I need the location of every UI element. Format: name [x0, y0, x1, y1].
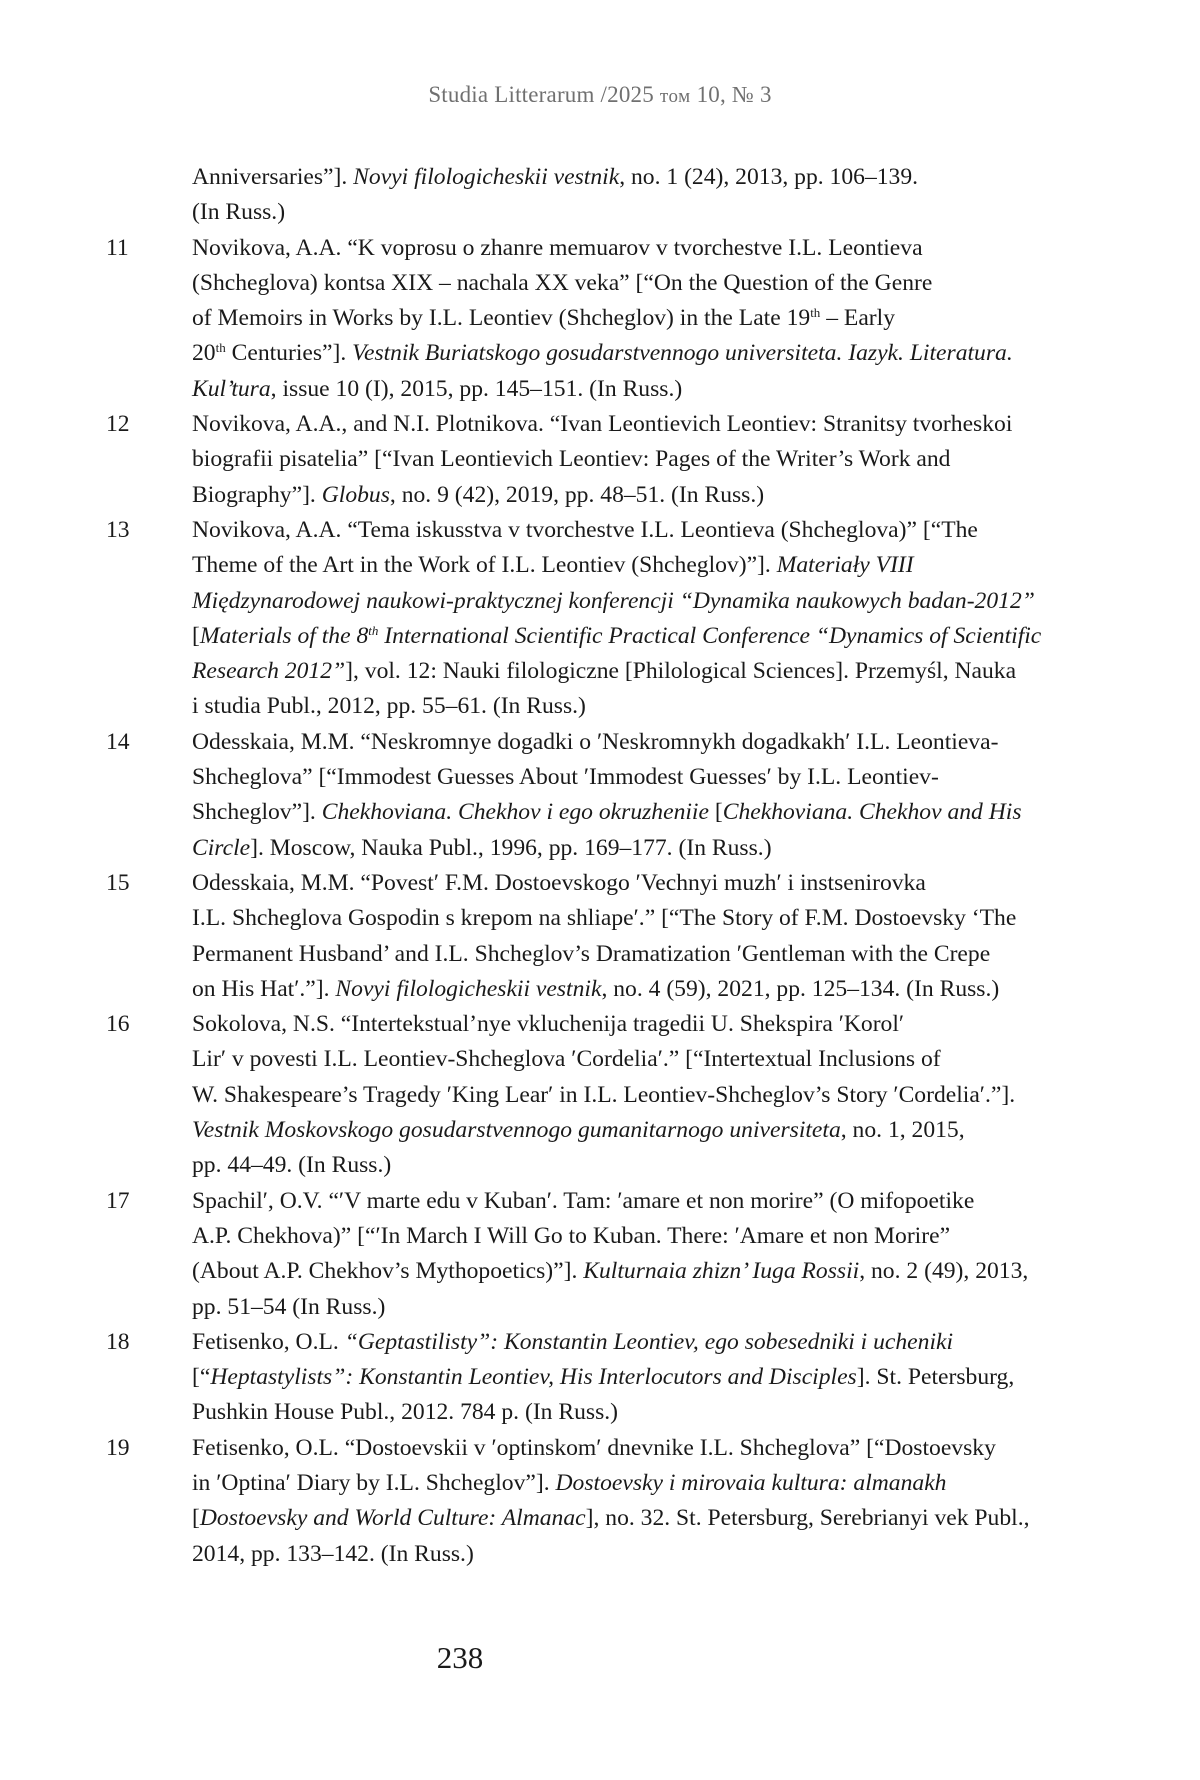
italic-title: Novyi filologicheskii vestnik: [353, 164, 620, 190]
reference-segment: , no. 4 (59), 2021, pp. 125–134. (In Russ.): [601, 975, 1000, 1002]
reference-number: 14: [106, 728, 130, 755]
volume-number: 10: [696, 82, 720, 107]
reference-segment: on His Hatʹ.”].: [192, 975, 336, 1002]
reference-segment: Centuries”].: [225, 340, 353, 367]
reference-segment: ], no. 32. St. Petersburg, Serebrianyi vek Publ.,: [585, 1505, 1030, 1532]
reference-segment: Pushkin House Publ., 2012. 784 p. (In Russ.): [192, 1399, 619, 1426]
superscript: th: [810, 305, 821, 321]
reference-segment: [“: [192, 1364, 211, 1391]
reference-number: 15: [106, 869, 130, 896]
reference-text: [192, 1007, 1066, 1183]
italic-title: Dostoevsky and World Culture: Almanac: [199, 1505, 586, 1532]
reference-text: [192, 725, 1066, 866]
journal-title: Studia Litterarum /2025: [428, 82, 654, 107]
reference-segment: I.L. Shcheglova Gospodin s krepom na shliapeʹ.” [“The Story of F.M. Dostoevsky ‘The: [192, 905, 1017, 932]
reference-segment: , no. 9 (42), 2019, pp. 48–51. (In Russ.): [389, 481, 765, 508]
italic-title: Chekhoviana. Chekhov and His: [722, 799, 1022, 826]
reference-segment: (Shcheglova) kontsa XIX – nachala XX veka” [“On the Question of the Genre: [192, 269, 933, 296]
reference-segment: , no. 1, 2015,: [840, 1117, 965, 1144]
reference-segment: [: [708, 799, 723, 826]
reference-segment: Novikova, A.A. “K voprosu o zhanre memuarov v tvorchestve I.L. Leontieva: [192, 234, 923, 261]
reference-text: [192, 160, 1066, 231]
reference-text: [192, 866, 1066, 1007]
reference-text: [192, 1431, 1066, 1572]
reference-text: [192, 1325, 1066, 1431]
reference-segment: Theme of the Art in the Work of I.L. Leontiev (Shcheglov)”].: [192, 552, 777, 579]
reference-entry: [106, 1007, 1066, 1183]
italic-title: International Scientific Practical Conference “Dynamics of Scientific: [378, 622, 1042, 649]
reference-segment: ]. St. Petersburg,: [856, 1364, 1015, 1391]
reference-entry: [106, 1325, 1066, 1431]
reference-segment: Permanent Husband’ and I.L. Shcheglov’s Dramatization ʹGentleman with the Crepe: [192, 940, 991, 967]
page-number: 238: [436, 1640, 484, 1675]
reference-text: [192, 407, 1066, 513]
reference-segment: in ʹOptinaʹ Diary by I.L. Shcheglov”].: [192, 1469, 556, 1496]
reference-segment: pp. 51–54 (In Russ.): [192, 1293, 386, 1320]
running-header: [0, 82, 1200, 108]
reference-entry: [106, 866, 1066, 1007]
italic-title: Vestnik Buriatskogo gosudarstvennogo universiteta. Iazyk. Literatura.: [352, 340, 1013, 367]
reference-entry: [106, 160, 1066, 231]
reference-segment: – Early: [820, 305, 895, 332]
reference-segment: biografii pisatelia” [“Ivan Leontievich Leontiev: Pages of the Writer’s Work and: [192, 446, 951, 473]
reference-entry: [106, 407, 1066, 513]
reference-number: 11: [106, 234, 129, 261]
reference-entry: [106, 1431, 1066, 1572]
reference-segment: ], vol. 12: Nauki filologiczne [Philological Sciences]. Przemyśl, Nauka: [345, 658, 1017, 685]
reference-text: [192, 513, 1066, 725]
reference-segment: i studia Publ., 2012, pp. 55–61. (In Russ.): [192, 693, 586, 720]
reference-number: 18: [106, 1328, 130, 1355]
italic-title: Materiały VIII: [776, 552, 914, 579]
reference-segment: Spachilʹ, O.V. “ʹV marte edu v Kubanʹ. Tam: ʹamare et non morire” (O mifopoetike: [192, 1187, 975, 1214]
reference-segment: Anniversaries”].: [192, 164, 354, 190]
reference-number: 17: [106, 1187, 130, 1214]
reference-text: [192, 1184, 1066, 1325]
reference-entry: [106, 231, 1066, 407]
reference-number: 16: [106, 1011, 130, 1038]
italic-title: Dostoevsky i mirovaia kultura: almanakh: [555, 1469, 947, 1496]
italic-title: Materials of the 8: [199, 622, 369, 649]
italic-title: Vestnik Moskovskogo gosudarstvennogo gumanitarnogo universiteta: [192, 1117, 841, 1144]
reference-segment: , issue 10 (I), 2015, pp. 145–151. (In Russ.): [270, 375, 683, 402]
reference-segment: , no. 1 (24), 2013, pp. 106–139.: [619, 164, 919, 190]
reference-segment: Fetisenko, O.L. “Dostoevskii v ʹoptinskomʹ dnevnike I.L. Shcheglova” [“Dostoevsky: [192, 1434, 996, 1461]
reference-entry: [106, 725, 1066, 866]
italic-title: “Geptastilisty”: Konstantin Leontiev, ego sobesedniki i ucheniki: [344, 1328, 954, 1355]
italic-title: Circle: [192, 834, 251, 861]
superscript: th: [368, 622, 379, 638]
reference-segment: [: [192, 1505, 200, 1532]
italic-title: Research 2012”: [192, 658, 346, 685]
reference-segment: Odesskaia, M.M. “Povestʹ F.M. Dostoevskogo ʹVechnyi muzhʹ i instsenirovka: [192, 869, 926, 896]
reference-segment: (About A.P. Chekhov’s Mythopoetics)”].: [192, 1258, 584, 1285]
reference-entry: [106, 1184, 1066, 1325]
reference-segment: Sokolova, N.S. “Intertekstual’nye vkluchenija tragedii U. Shekspira ʹKorolʹ: [192, 1011, 905, 1038]
reference-segment: W. Shakespeare’s Tragedy ʹKing Learʹ in I.L. Leontiev-Shcheglov’s Story ʹCordeliaʹ.”].: [192, 1081, 1016, 1108]
reference-segment: 20: [192, 340, 216, 367]
italic-title: Globus: [321, 481, 390, 508]
reference-number: 12: [106, 411, 130, 438]
reference-entry: [106, 513, 1066, 725]
reference-segment: Shcheglova” [“Immodest Guesses About ʹImmodest Guessesʹ by I.L. Leontiev-: [192, 764, 939, 791]
reference-segment: Odesskaia, M.M. “Neskromnye dogadki o ʹNeskromnykh dogadkakhʹ I.L. Leontieva-: [192, 728, 999, 755]
reference-segment: ]. Moscow, Nauka Publ., 1996, pp. 169–177. (In Russ.): [250, 834, 772, 861]
reference-segment: Shcheglov”].: [192, 799, 322, 826]
issue-number: , № 3: [719, 82, 772, 107]
reference-segment: Novikova, A.A. “Tema iskusstva v tvorchestve I.L. Leontieva (Shcheglova)” [“The: [192, 516, 978, 543]
italic-title: Międzynarodowej naukowi-praktycznej konferencji “Dynamika naukowych badan-2012”: [192, 587, 1035, 614]
reference-segment: [: [192, 622, 200, 649]
italic-title: Heptastylists”: Konstantin Leontiev, His Interlocutors and Disciples: [210, 1364, 857, 1391]
italic-title: Kulturnaia zhizn’ Iuga Rossii: [583, 1258, 860, 1285]
reference-segment: 2014, pp. 133–142. (In Russ.): [192, 1540, 474, 1567]
italic-title: Kul’tura: [192, 375, 271, 402]
reference-segment: Fetisenko, O.L.: [192, 1328, 345, 1355]
reference-segment: pp. 44–49. (In Russ.): [192, 1152, 392, 1179]
reference-segment: Novikova, A.A., and N.I. Plotnikova. “Ivan Leontievich Leontiev: Stranitsy tvorheskoi: [192, 411, 1013, 438]
italic-title: Chekhoviana. Chekhov i ego okruzheniie: [321, 799, 709, 826]
volume-word: том: [659, 86, 691, 107]
reference-segment: A.P. Chekhova)” [“ʹIn March I Will Go to Kuban. There: ʹAmare et non Morire”: [192, 1222, 951, 1249]
reference-list: [106, 160, 1066, 1572]
reference-segment: Lirʹ v povesti I.L. Leontiev-Shcheglova ʹCordeliaʹ.” [“Intertextual Inclusions of: [192, 1046, 941, 1073]
reference-segment: (In Russ.): [192, 199, 286, 226]
superscript: th: [215, 340, 226, 356]
reference-segment: Biography”].: [192, 481, 322, 508]
reference-segment: of Memoirs in Works by I.L. Leontiev (Shcheglov) in the Late 19: [192, 305, 811, 332]
reference-text: [192, 231, 1066, 407]
reference-number: 19: [106, 1434, 130, 1461]
reference-segment: , no. 2 (49), 2013,: [859, 1258, 1029, 1285]
reference-number: 13: [106, 516, 130, 543]
italic-title: Novyi filologicheskii vestnik: [335, 975, 602, 1002]
